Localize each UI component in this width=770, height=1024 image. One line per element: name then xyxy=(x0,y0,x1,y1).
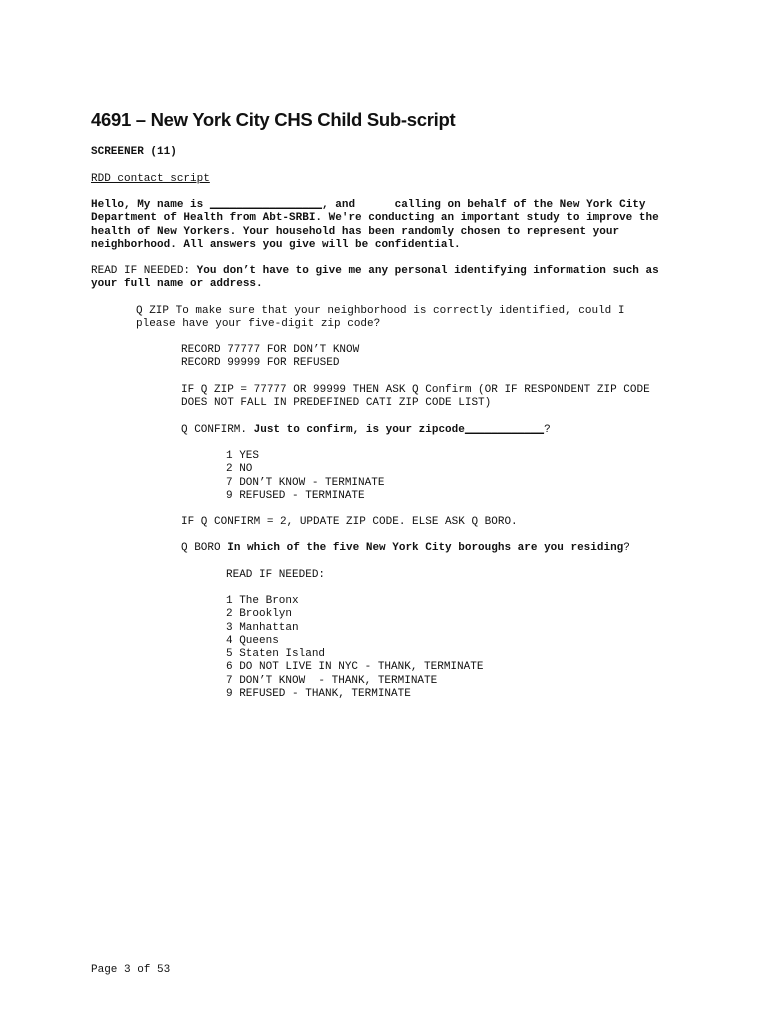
document-title: 4691 – New York City CHS Child Sub-script xyxy=(91,109,456,130)
intro-line-3: health of New Yorkers. Your household has been randomly chosen to represent your xyxy=(91,225,620,238)
confirm-prefix: Q CONFIRM. xyxy=(181,424,254,436)
record-line-1: RECORD 77777 FOR DON’T KNOW xyxy=(181,344,360,356)
zipcode-blank: ____________ xyxy=(464,424,545,436)
screener-heading: SCREENER (11) xyxy=(91,146,177,158)
list-item: 4 Queens xyxy=(226,634,279,647)
read-if-needed-prefix: READ IF NEEDED: xyxy=(91,265,197,277)
intro-line-2: Department of Health from Abt-SRBI. We're conducting an important study to improve the xyxy=(91,212,659,225)
list-item: 3 Manhattan xyxy=(226,621,299,634)
confirm-suffix: ? xyxy=(544,424,551,436)
boro-suffix: ? xyxy=(623,542,630,554)
list-item: 5 Staten Island xyxy=(226,648,326,661)
list-item: 1 YES xyxy=(226,450,260,462)
qzip-line-1: Q ZIP To make sure that your neighborhood is correctly identified, could I xyxy=(136,305,625,317)
boro-options-list xyxy=(226,595,483,701)
boro-read-if-needed: READ IF NEEDED: xyxy=(226,569,326,581)
read-if-needed-paragraph xyxy=(91,265,659,292)
confirm-options-list xyxy=(226,450,384,503)
ifzip-line-1: IF Q ZIP = 77777 OR 99999 THEN ASK Q Confirm (OR IF RESPONDENT ZIP CODE xyxy=(181,384,650,396)
record-instructions xyxy=(181,344,359,371)
if-confirm-instruction: IF Q CONFIRM = 2, UPDATE ZIP CODE. ELSE ASK Q BORO. xyxy=(181,516,518,528)
ifzip-instructions xyxy=(181,384,650,411)
list-item: 1 The Bronx xyxy=(226,595,299,607)
list-item: 6 DO NOT LIVE IN NYC - THANK, TERMINATE xyxy=(226,661,484,674)
page-footer: Page 3 of 53 xyxy=(91,964,171,976)
list-item: 9 REFUSED - TERMINATE xyxy=(226,489,365,502)
list-item: 9 REFUSED - THANK, TERMINATE xyxy=(226,688,411,701)
read-if-needed-line-2: your full name or address. xyxy=(91,278,263,291)
list-item: 7 DON’T KNOW - TERMINATE xyxy=(226,476,385,489)
name-blank: _________________ xyxy=(209,199,323,211)
list-item: 2 Brooklyn xyxy=(226,608,293,621)
ifzip-line-2: DOES NOT FALL IN PREDEFINED CATI ZIP CODE LIST) xyxy=(181,397,492,410)
rdd-heading: RDD contact script xyxy=(91,173,210,185)
boro-text: In which of the five New York City boroughs are you residing xyxy=(227,542,624,554)
confirm-question xyxy=(181,424,551,437)
intro-line-1b: , and calling on behalf of the New York City xyxy=(322,199,646,211)
qzip-line-2: please have your five-digit zip code? xyxy=(136,318,381,331)
record-line-2: RECORD 99999 FOR REFUSED xyxy=(181,357,340,370)
confirm-text: Just to confirm, is your zipcode xyxy=(253,424,465,436)
boro-prefix: Q BORO xyxy=(181,542,228,554)
qzip-question xyxy=(136,305,624,332)
boro-question xyxy=(181,542,630,555)
list-item: 2 NO xyxy=(226,463,253,476)
intro-line-4: neighborhood. All answers you give will be confidential. xyxy=(91,238,461,251)
read-if-needed-line-1: You don’t have to give me any personal identifying information such as xyxy=(196,265,659,277)
intro-line-1a: Hello, My name is xyxy=(91,199,210,211)
intro-paragraph xyxy=(91,199,659,252)
list-item: 7 DON’T KNOW - THANK, TERMINATE xyxy=(226,674,438,687)
